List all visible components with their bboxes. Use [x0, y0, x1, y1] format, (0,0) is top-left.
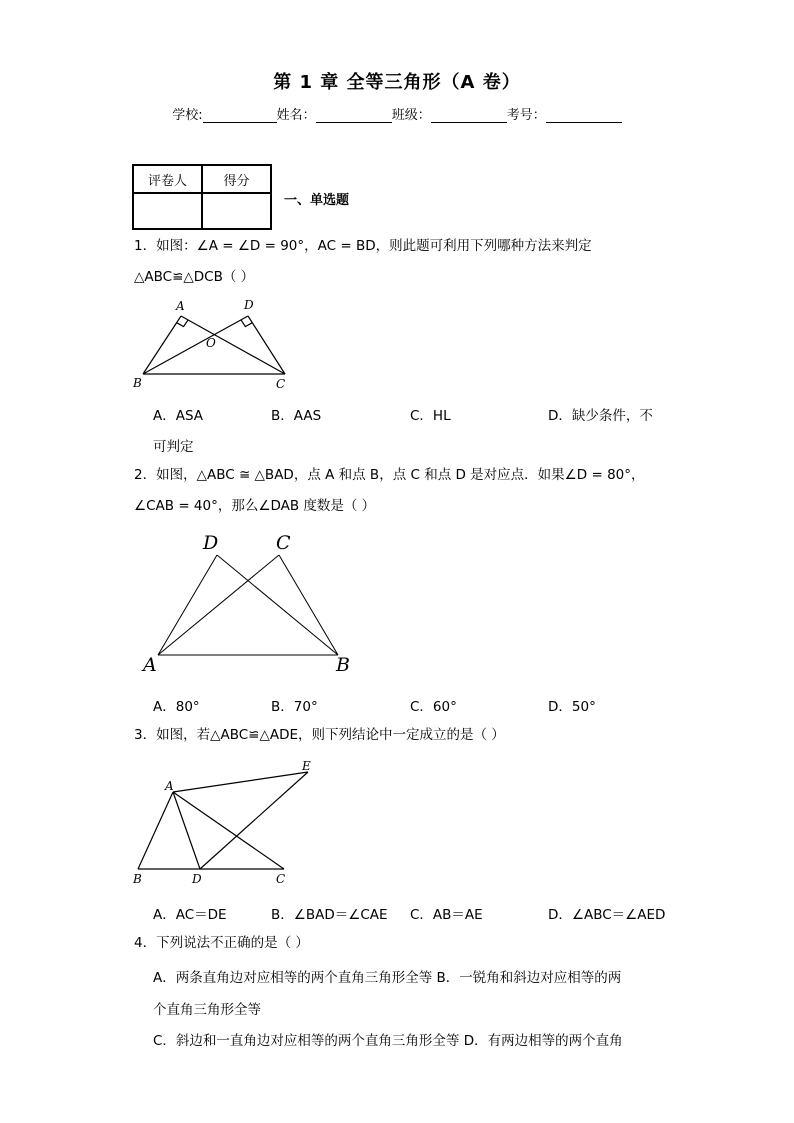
- label-a: A: [176, 299, 185, 313]
- score-cell[interactable]: [202, 193, 271, 229]
- label-b: B: [133, 872, 142, 886]
- class-label: 班级：: [391, 108, 431, 123]
- q1-option-d[interactable]: D．缺少条件，不: [548, 408, 653, 424]
- question-2-text-line1: 2．如图，△ABC ≅ △BAD，点 A 和点 B，点 C 和点 D 是对应点．如果∠D = 80°，: [134, 467, 645, 483]
- score-table: [132, 164, 272, 230]
- label-c: C: [276, 377, 286, 391]
- class-blank[interactable]: [431, 108, 507, 123]
- q2-option-c[interactable]: C．60°: [410, 699, 457, 715]
- segment-ac: [173, 792, 284, 869]
- q1-option-b[interactable]: B．AAS: [271, 408, 322, 424]
- q3-option-c[interactable]: C．AB＝AE: [410, 907, 483, 923]
- page-title: 第 1 章 全等三角形（A 卷）: [273, 72, 521, 93]
- segment-ac: [158, 555, 279, 655]
- label-e: E: [302, 759, 311, 773]
- question-3-text-line1: 3．如图，若△ABC≌△ADE，则下列结论中一定成立的是（ ）: [134, 727, 505, 743]
- grader-header: 评卷人: [133, 165, 202, 193]
- label-a: A: [165, 779, 174, 793]
- question-2-text-line2: ∠CAB = 40°，那么∠DAB 度数是（ ）: [134, 498, 376, 514]
- number-label: 考号：: [506, 108, 546, 123]
- question-4-text-line1: 4．下列说法不正确的是（ ）: [134, 935, 309, 951]
- school-blank[interactable]: [203, 108, 277, 123]
- q1-option-d-continued: 可判定: [153, 439, 194, 455]
- segment-ba: [143, 316, 181, 374]
- segment-de: [200, 772, 308, 869]
- q2-option-b[interactable]: B．70°: [271, 699, 318, 715]
- label-c: C: [276, 872, 286, 886]
- question-1-text-line2: △ABC≌△DCB（ ）: [134, 269, 255, 285]
- question-3-figure: [128, 756, 328, 890]
- number-blank[interactable]: [546, 108, 622, 123]
- question-1-text-line1: 1．如图：∠A = ∠D = 90°，AC = BD，则此题可利用下列哪种方法来判定: [134, 238, 592, 254]
- segment-dc: [248, 316, 285, 374]
- label-d: D: [192, 872, 202, 886]
- q2-option-d[interactable]: D．50°: [548, 699, 596, 715]
- label-c: C: [276, 532, 291, 554]
- label-a: A: [143, 654, 157, 676]
- grader-cell[interactable]: [133, 193, 202, 229]
- label-b: B: [133, 376, 142, 390]
- q4-options-line3[interactable]: C．斜边和一直角边对应相等的两个直角三角形全等 D．有两边相等的两个直角: [153, 1033, 623, 1049]
- segment-ad: [158, 555, 217, 655]
- question-1-figure: [128, 296, 298, 392]
- score-header: 得分: [202, 165, 271, 193]
- q3-option-a[interactable]: A．AC＝DE: [153, 907, 227, 923]
- q1-option-a[interactable]: A．ASA: [153, 408, 204, 424]
- question-2-figure: [138, 528, 360, 678]
- q1-option-c[interactable]: C．HL: [410, 408, 451, 424]
- q3-option-b[interactable]: B．∠BAD＝∠CAE: [271, 907, 388, 923]
- q4-options-line1[interactable]: A．两条直角边对应相等的两个直角三角形全等 B．一锐角和斜边对应相等的两: [153, 970, 622, 986]
- segment-cb: [279, 555, 338, 655]
- segment-ad: [173, 792, 200, 869]
- label-d: D: [203, 532, 219, 554]
- segment-ae: [173, 772, 308, 792]
- q2-option-a[interactable]: A．80°: [153, 699, 200, 715]
- label-b: B: [336, 654, 350, 676]
- segment-ab: [138, 792, 173, 869]
- q3-option-d[interactable]: D．∠ABC＝∠AED: [548, 907, 666, 923]
- student-info-line: [0, 104, 794, 123]
- label-o: O: [206, 336, 216, 350]
- school-label: 学校:: [172, 108, 203, 123]
- section-title: 一、单选题: [284, 193, 350, 208]
- label-d: D: [244, 298, 254, 312]
- segment-db: [217, 555, 338, 655]
- name-blank[interactable]: [316, 108, 392, 123]
- name-label: 姓名：: [276, 108, 316, 123]
- q4-options-line2: 个直角三角形全等: [153, 1002, 261, 1018]
